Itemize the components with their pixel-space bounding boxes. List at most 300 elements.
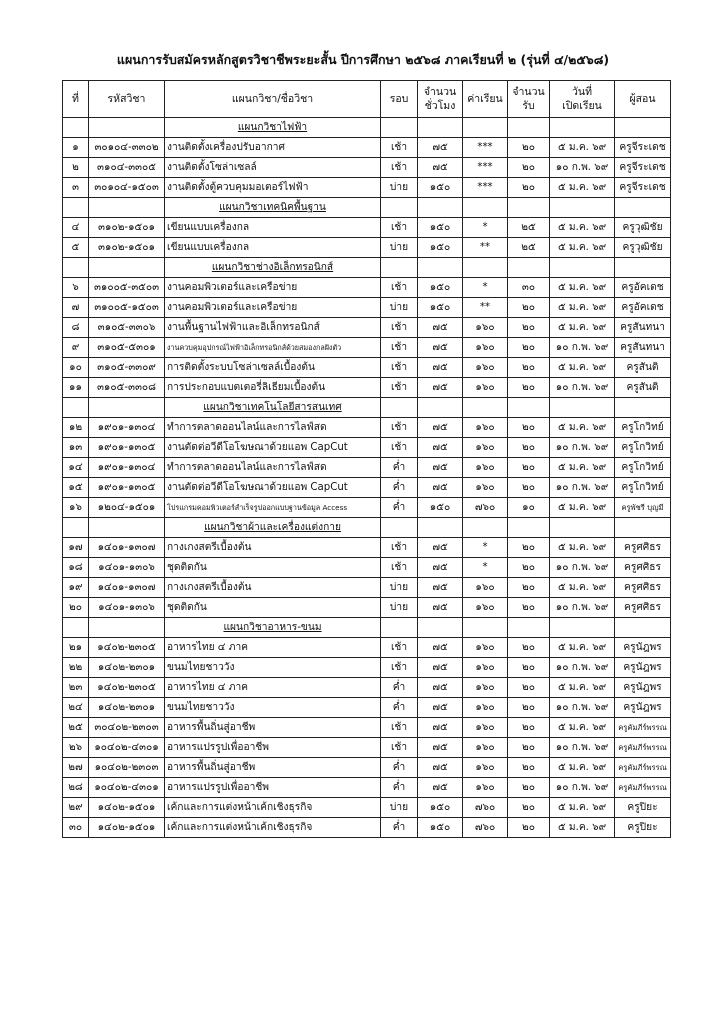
department-spacer xyxy=(381,398,418,418)
hours: ๗๕ xyxy=(418,458,463,478)
teacher: ครูนัฎพร xyxy=(615,698,671,718)
fee: ๑๖๐ xyxy=(463,698,508,718)
course-name: การติดตั้งระบบโซล่าเซลล์เบื้องต้น xyxy=(165,358,381,378)
department-name: แผนกวิชาช่างอิเล็กทรอนิกส์ xyxy=(165,258,381,278)
fee: ๑๖๐ xyxy=(463,738,508,758)
header-subject: แผนกวิชา/ชื่อวิชา xyxy=(165,81,381,118)
department-spacer xyxy=(63,258,89,278)
capacity: ๒๐ xyxy=(508,138,550,158)
teacher: ครูจีระเดช xyxy=(615,158,671,178)
teacher: ครูอัคเดช xyxy=(615,278,671,298)
course-name: งานคอมพิวเตอร์และเครือข่าย xyxy=(165,278,381,298)
department-spacer xyxy=(381,118,418,138)
teacher: ครูคัมภีร์พรรณ xyxy=(615,718,671,738)
fee: *** xyxy=(463,178,508,198)
department-spacer xyxy=(89,118,165,138)
course-code: ๑๔๐๑-๑๓๐๗ xyxy=(89,578,165,598)
start-date: ๕ ม.ค. ๖๙ xyxy=(550,678,615,698)
course-name: งานตัดต่อวีดีโอโฆษณาด้วยแอพ CapCut xyxy=(165,478,381,498)
start-date: ๑๐ ก.พ. ๖๙ xyxy=(550,338,615,358)
teacher: ครูจีระเดช xyxy=(615,138,671,158)
department-spacer xyxy=(508,118,550,138)
department-spacer xyxy=(615,618,671,638)
round: เช้า xyxy=(381,138,418,158)
hours: ๗๕ xyxy=(418,638,463,658)
department-spacer xyxy=(63,518,89,538)
row-number: ๑๐ xyxy=(63,358,89,378)
header-capacity: จำนวน รับ xyxy=(508,81,550,118)
table-row xyxy=(63,758,671,778)
fee: * xyxy=(463,278,508,298)
department-name: แผนกวิชาอาหาร-ขนม xyxy=(165,618,381,638)
course-code: ๑๔๐๒-๒๓๐๑ xyxy=(89,698,165,718)
department-spacer xyxy=(418,618,463,638)
table-row xyxy=(63,318,671,338)
start-date: ๑๐ ก.พ. ๖๙ xyxy=(550,438,615,458)
round: เช้า xyxy=(381,438,418,458)
hours: ๑๕๐ xyxy=(418,178,463,198)
table-row xyxy=(63,698,671,718)
teacher: ครูพัชรี บุญมี xyxy=(615,498,671,518)
round: ค่ำ xyxy=(381,758,418,778)
department-spacer xyxy=(89,398,165,418)
fee: ๑๖๐ xyxy=(463,438,508,458)
fee: ๑๖๐ xyxy=(463,578,508,598)
hours: ๗๕ xyxy=(418,338,463,358)
hours: ๗๕ xyxy=(418,358,463,378)
round: เช้า xyxy=(381,318,418,338)
course-name: เค้กและการแต่งหน้าเค้กเชิงธุรกิจ xyxy=(165,818,381,838)
course-name: โปรแกรมคอมพิวเตอร์สำเร็จรูปออกแบบฐานข้อมูล Access xyxy=(165,498,381,518)
course-code: ๓๐๔๐๒-๒๓๐๓ xyxy=(89,718,165,738)
course-code: ๑๔๐๒-๒๓๐๕ xyxy=(89,638,165,658)
round: ค่ำ xyxy=(381,778,418,798)
department-spacer xyxy=(615,398,671,418)
start-date: ๕ ม.ค. ๖๙ xyxy=(550,498,615,518)
department-name: แผนกวิชาไฟฟ้า xyxy=(165,118,381,138)
table-row xyxy=(63,578,671,598)
capacity: ๒๐ xyxy=(508,478,550,498)
table-row xyxy=(63,638,671,658)
table-row xyxy=(63,678,671,698)
row-number: ๒๕ xyxy=(63,718,89,738)
row-number: ๒ xyxy=(63,158,89,178)
start-date: ๑๐ ก.พ. ๖๙ xyxy=(550,558,615,578)
hours: ๗๕ xyxy=(418,778,463,798)
start-date: ๑๐ ก.พ. ๖๙ xyxy=(550,698,615,718)
round: ค่ำ xyxy=(381,698,418,718)
hours: ๗๕ xyxy=(418,558,463,578)
department-spacer xyxy=(550,518,615,538)
round: บ่าย xyxy=(381,798,418,818)
row-number: ๓ xyxy=(63,178,89,198)
row-number: ๒๗ xyxy=(63,758,89,778)
teacher: ครูสันทนา xyxy=(615,318,671,338)
teacher: ครูสันทนา xyxy=(615,338,671,358)
round: เช้า xyxy=(381,558,418,578)
capacity: ๒๐ xyxy=(508,338,550,358)
table-row xyxy=(63,738,671,758)
fee: ๑๖๐ xyxy=(463,778,508,798)
hours: ๗๕ xyxy=(418,758,463,778)
table-row xyxy=(63,418,671,438)
header-round: รอบ xyxy=(381,81,418,118)
fee: ๑๖๐ xyxy=(463,598,508,618)
row-number: ๑๕ xyxy=(63,478,89,498)
department-spacer xyxy=(615,118,671,138)
table-row xyxy=(63,458,671,478)
course-code: ๑๔๐๑-๑๓๐๖ xyxy=(89,558,165,578)
teacher: ครูศศิธร xyxy=(615,558,671,578)
row-number: ๑๗ xyxy=(63,538,89,558)
table-row xyxy=(63,178,671,198)
teacher: ครูคัมภีร์พรรณ xyxy=(615,778,671,798)
department-spacer xyxy=(550,398,615,418)
hours: ๗๕ xyxy=(418,478,463,498)
capacity: ๒๐ xyxy=(508,778,550,798)
capacity: ๒๐ xyxy=(508,538,550,558)
course-code: ๑๒๐๔-๑๕๐๑ xyxy=(89,498,165,518)
department-spacer xyxy=(418,398,463,418)
start-date: ๑๐ ก.พ. ๖๙ xyxy=(550,778,615,798)
start-date: ๕ ม.ค. ๖๙ xyxy=(550,138,615,158)
course-code: ๑๙๐๑-๑๓๐๔ xyxy=(89,458,165,478)
fee: ๗๖๐ xyxy=(463,818,508,838)
department-spacer xyxy=(508,258,550,278)
department-spacer xyxy=(463,518,508,538)
hours: ๗๕ xyxy=(418,318,463,338)
round: บ่าย xyxy=(381,178,418,198)
capacity: ๒๐ xyxy=(508,658,550,678)
course-name: ชุดติดกัน xyxy=(165,558,381,578)
start-date: ๑๐ ก.พ. ๖๙ xyxy=(550,658,615,678)
row-number: ๑๒ xyxy=(63,418,89,438)
fee: ๑๖๐ xyxy=(463,318,508,338)
capacity: ๒๐ xyxy=(508,738,550,758)
row-number: ๓๐ xyxy=(63,818,89,838)
department-row xyxy=(63,118,671,138)
round: เช้า xyxy=(381,718,418,738)
header-code: รหัสวิชา xyxy=(89,81,165,118)
teacher: ครูปิยะ xyxy=(615,818,671,838)
table-row xyxy=(63,778,671,798)
round: เช้า xyxy=(381,738,418,758)
schedule-body xyxy=(63,118,671,838)
capacity: ๒๐ xyxy=(508,598,550,618)
fee: ๗๖๐ xyxy=(463,498,508,518)
course-code: ๓๑๐๐๕-๓๕๐๓ xyxy=(89,278,165,298)
course-name: เค้กและการแต่งหน้าเค้กเชิงธุรกิจ xyxy=(165,798,381,818)
fee: ๑๖๐ xyxy=(463,758,508,778)
table-row xyxy=(63,718,671,738)
department-spacer xyxy=(550,618,615,638)
department-spacer xyxy=(63,398,89,418)
course-name: อาหารไทย ๔ ภาค xyxy=(165,678,381,698)
teacher: ครูศศิธร xyxy=(615,598,671,618)
start-date: ๕ ม.ค. ๖๙ xyxy=(550,358,615,378)
department-name: แผนกวิชาผ้าและเครื่องแต่งกาย xyxy=(165,518,381,538)
row-number: ๒๖ xyxy=(63,738,89,758)
round: เช้า xyxy=(381,218,418,238)
hours: ๗๕ xyxy=(418,698,463,718)
course-name: ทำการตลาดออนไลน์และการไลฟ์สด xyxy=(165,458,381,478)
fee: * xyxy=(463,538,508,558)
capacity: ๒๐ xyxy=(508,638,550,658)
start-date: ๑๐ ก.พ. ๖๙ xyxy=(550,158,615,178)
course-code: ๑๔๐๒-๒๓๐๑ xyxy=(89,658,165,678)
fee: ๑๖๐ xyxy=(463,638,508,658)
row-number: ๑๙ xyxy=(63,578,89,598)
capacity: ๒๐ xyxy=(508,298,550,318)
table-row xyxy=(63,238,671,258)
course-code: ๑๔๐๒-๑๕๐๑ xyxy=(89,798,165,818)
header-fee: ค่าเรียน xyxy=(463,81,508,118)
start-date: ๕ ม.ค. ๖๙ xyxy=(550,218,615,238)
department-name: แผนกวิชาเทคโนโลยีสารสนเทศ xyxy=(165,398,381,418)
row-number: ๔ xyxy=(63,218,89,238)
course-code: ๑๐๔๐๒-๔๓๐๑ xyxy=(89,738,165,758)
department-spacer xyxy=(63,118,89,138)
department-spacer xyxy=(508,398,550,418)
department-spacer xyxy=(463,118,508,138)
capacity: ๒๕ xyxy=(508,238,550,258)
department-spacer xyxy=(418,198,463,218)
start-date: ๑๐ ก.พ. ๖๙ xyxy=(550,738,615,758)
table-row xyxy=(63,598,671,618)
course-code: ๓๐๑๐๔-๓๓๐๒ xyxy=(89,138,165,158)
capacity: ๒๐ xyxy=(508,678,550,698)
round: เช้า xyxy=(381,638,418,658)
course-code: ๓๑๐๕-๓๓๐๖ xyxy=(89,318,165,338)
department-spacer xyxy=(89,518,165,538)
teacher: ครูคัมภีร์พรรณ xyxy=(615,738,671,758)
row-number: ๙ xyxy=(63,338,89,358)
header-row xyxy=(63,81,671,118)
table-row xyxy=(63,358,671,378)
fee: ๑๖๐ xyxy=(463,658,508,678)
department-spacer xyxy=(418,258,463,278)
course-name: งานคอมพิวเตอร์และเครือข่าย xyxy=(165,298,381,318)
hours: ๗๕ xyxy=(418,598,463,618)
round: บ่าย xyxy=(381,238,418,258)
table-row xyxy=(63,338,671,358)
capacity: ๒๐ xyxy=(508,458,550,478)
row-number: ๒๒ xyxy=(63,658,89,678)
department-spacer xyxy=(463,198,508,218)
course-code: ๑๔๐๑-๑๓๐๖ xyxy=(89,598,165,618)
capacity: ๒๐ xyxy=(508,578,550,598)
course-name: งานติดตั้งเครื่องปรับอากาศ xyxy=(165,138,381,158)
hours: ๗๕ xyxy=(418,158,463,178)
fee: ** xyxy=(463,298,508,318)
course-name: งานพื้นฐานไฟฟ้าและอิเล็กทรอนิกส์ xyxy=(165,318,381,338)
capacity: ๒๐ xyxy=(508,818,550,838)
department-spacer xyxy=(89,618,165,638)
hours: ๑๕๐ xyxy=(418,278,463,298)
row-number: ๒๙ xyxy=(63,798,89,818)
capacity: ๒๕ xyxy=(508,218,550,238)
round: บ่าย xyxy=(381,298,418,318)
teacher: ครูวุฒิชัย xyxy=(615,218,671,238)
table-row xyxy=(63,538,671,558)
fee: ๑๖๐ xyxy=(463,718,508,738)
start-date: ๕ ม.ค. ๖๙ xyxy=(550,578,615,598)
course-name: ขนมไทยชาววัง xyxy=(165,698,381,718)
hours: ๗๕ xyxy=(418,438,463,458)
hours: ๗๕ xyxy=(418,378,463,398)
start-date: ๕ ม.ค. ๖๙ xyxy=(550,638,615,658)
table-row xyxy=(63,378,671,398)
start-date: ๕ ม.ค. ๖๙ xyxy=(550,798,615,818)
department-spacer xyxy=(381,518,418,538)
round: บ่าย xyxy=(381,578,418,598)
row-number: ๑๔ xyxy=(63,458,89,478)
capacity: ๒๐ xyxy=(508,438,550,458)
course-name: การประกอบแบตเตอรี่ลิเธียมเบื้องต้น xyxy=(165,378,381,398)
department-spacer xyxy=(381,618,418,638)
department-spacer xyxy=(63,198,89,218)
fee: ๑๖๐ xyxy=(463,418,508,438)
capacity: ๒๐ xyxy=(508,698,550,718)
course-name: ขนมไทยชาววัง xyxy=(165,658,381,678)
table-row xyxy=(63,218,671,238)
header-date: วันที่ เปิดเรียน xyxy=(550,81,615,118)
fee: ๑๖๐ xyxy=(463,358,508,378)
start-date: ๕ ม.ค. ๖๙ xyxy=(550,318,615,338)
course-name: งานควบคุมอุปกรณ์ไฟฟ้าอิเล็กทรอนิกส์ด้วยสมองกลฝังตัว xyxy=(165,338,381,358)
row-number: ๖ xyxy=(63,278,89,298)
hours: ๑๕๐ xyxy=(418,238,463,258)
start-date: ๕ ม.ค. ๖๙ xyxy=(550,818,615,838)
hours: ๗๕ xyxy=(418,538,463,558)
hours: ๗๕ xyxy=(418,418,463,438)
round: เช้า xyxy=(381,658,418,678)
course-code: ๓๑๐๕-๓๓๐๘ xyxy=(89,378,165,398)
row-number: ๑๓ xyxy=(63,438,89,458)
course-name: ทำการตลาดออนไลน์และการไลฟ์สด xyxy=(165,418,381,438)
start-date: ๕ ม.ค. ๖๙ xyxy=(550,278,615,298)
row-number: ๘ xyxy=(63,318,89,338)
course-code: ๑๐๔๐๒-๒๓๐๓ xyxy=(89,758,165,778)
course-name: งานตัดต่อวีดีโอโฆษณาด้วยแอพ CapCut xyxy=(165,438,381,458)
table-row xyxy=(63,798,671,818)
round: เช้า xyxy=(381,418,418,438)
round: เช้า xyxy=(381,378,418,398)
department-spacer xyxy=(615,198,671,218)
capacity: ๒๐ xyxy=(508,158,550,178)
hours: ๗๕ xyxy=(418,738,463,758)
course-code: ๓๑๐๒-๑๕๐๑ xyxy=(89,238,165,258)
course-name: งานติดตั้งโซล่าเซลล์ xyxy=(165,158,381,178)
course-name: ชุดติดกัน xyxy=(165,598,381,618)
fee: ๑๖๐ xyxy=(463,678,508,698)
course-code: ๓๑๐๕-๓๓๐๙ xyxy=(89,358,165,378)
start-date: ๕ ม.ค. ๖๙ xyxy=(550,178,615,198)
table-row xyxy=(63,278,671,298)
schedule-table xyxy=(62,80,671,838)
department-spacer xyxy=(508,618,550,638)
teacher: ครูนัฎพร xyxy=(615,638,671,658)
fee: ๑๖๐ xyxy=(463,338,508,358)
hours: ๑๕๐ xyxy=(418,498,463,518)
teacher: ครูศศิธร xyxy=(615,578,671,598)
course-code: ๓๐๑๐๔-๑๕๐๓ xyxy=(89,178,165,198)
table-row xyxy=(63,478,671,498)
row-number: ๒๘ xyxy=(63,778,89,798)
teacher: ครูนัฎพร xyxy=(615,678,671,698)
course-name: อาหารแปรรูปเพื่ออาชีพ xyxy=(165,778,381,798)
round: เช้า xyxy=(381,358,418,378)
start-date: ๕ ม.ค. ๖๙ xyxy=(550,418,615,438)
round: ค่ำ xyxy=(381,478,418,498)
row-number: ๑๑ xyxy=(63,378,89,398)
page-title: แผนการรับสมัครหลักสูตรวิชาชีพระยะสั้น ปีการศึกษา ๒๕๖๘ ภาคเรียนที่ ๒ (รุ่นที่ ๔/๒๕๖๘) xyxy=(116,52,610,67)
department-spacer xyxy=(381,258,418,278)
capacity: ๒๐ xyxy=(508,358,550,378)
header-no: ที่ xyxy=(63,81,89,118)
course-code: ๑๙๐๑-๑๓๐๕ xyxy=(89,438,165,458)
header-hours: จำนวน ชั่วโมง xyxy=(418,81,463,118)
row-number: ๒๑ xyxy=(63,638,89,658)
hours: ๗๕ xyxy=(418,578,463,598)
teacher: ครูโกวิทย์ xyxy=(615,458,671,478)
course-code: ๑๐๔๐๒-๔๓๐๑ xyxy=(89,778,165,798)
department-spacer xyxy=(418,518,463,538)
department-name: แผนกวิชาเทคนิคพื้นฐาน xyxy=(165,198,381,218)
hours: ๗๕ xyxy=(418,718,463,738)
teacher: ครูวุฒิชัย xyxy=(615,238,671,258)
start-date: ๑๐ ก.พ. ๖๙ xyxy=(550,378,615,398)
department-row xyxy=(63,258,671,278)
teacher: ครูสันติ xyxy=(615,358,671,378)
table-row xyxy=(63,438,671,458)
hours: ๑๕๐ xyxy=(418,818,463,838)
fee: ๗๖๐ xyxy=(463,798,508,818)
start-date: ๑๐ ก.พ. ๖๙ xyxy=(550,478,615,498)
round: ค่ำ xyxy=(381,458,418,478)
course-name: อาหารไทย ๔ ภาค xyxy=(165,638,381,658)
start-date: ๕ ม.ค. ๖๙ xyxy=(550,458,615,478)
capacity: ๒๐ xyxy=(508,178,550,198)
department-spacer xyxy=(463,618,508,638)
hours: ๗๕ xyxy=(418,138,463,158)
row-number: ๑๖ xyxy=(63,498,89,518)
capacity: ๒๐ xyxy=(508,798,550,818)
hours: ๗๕ xyxy=(418,678,463,698)
hours: ๑๕๐ xyxy=(418,218,463,238)
capacity: ๒๐ xyxy=(508,418,550,438)
table-row xyxy=(63,658,671,678)
round: ค่ำ xyxy=(381,678,418,698)
round: ค่ำ xyxy=(381,818,418,838)
teacher: ครูปิยะ xyxy=(615,798,671,818)
fee: ** xyxy=(463,238,508,258)
department-spacer xyxy=(89,258,165,278)
department-spacer xyxy=(381,198,418,218)
department-row xyxy=(63,618,671,638)
department-row xyxy=(63,198,671,218)
fee: * xyxy=(463,218,508,238)
department-spacer xyxy=(550,118,615,138)
teacher: ครูสันติ xyxy=(615,378,671,398)
department-row xyxy=(63,398,671,418)
capacity: ๓๐ xyxy=(508,278,550,298)
course-name: กางเกงสตรีเบื้องต้น xyxy=(165,578,381,598)
fee: * xyxy=(463,558,508,578)
fee: *** xyxy=(463,138,508,158)
department-spacer xyxy=(508,198,550,218)
course-code: ๑๙๐๑-๑๓๐๕ xyxy=(89,478,165,498)
